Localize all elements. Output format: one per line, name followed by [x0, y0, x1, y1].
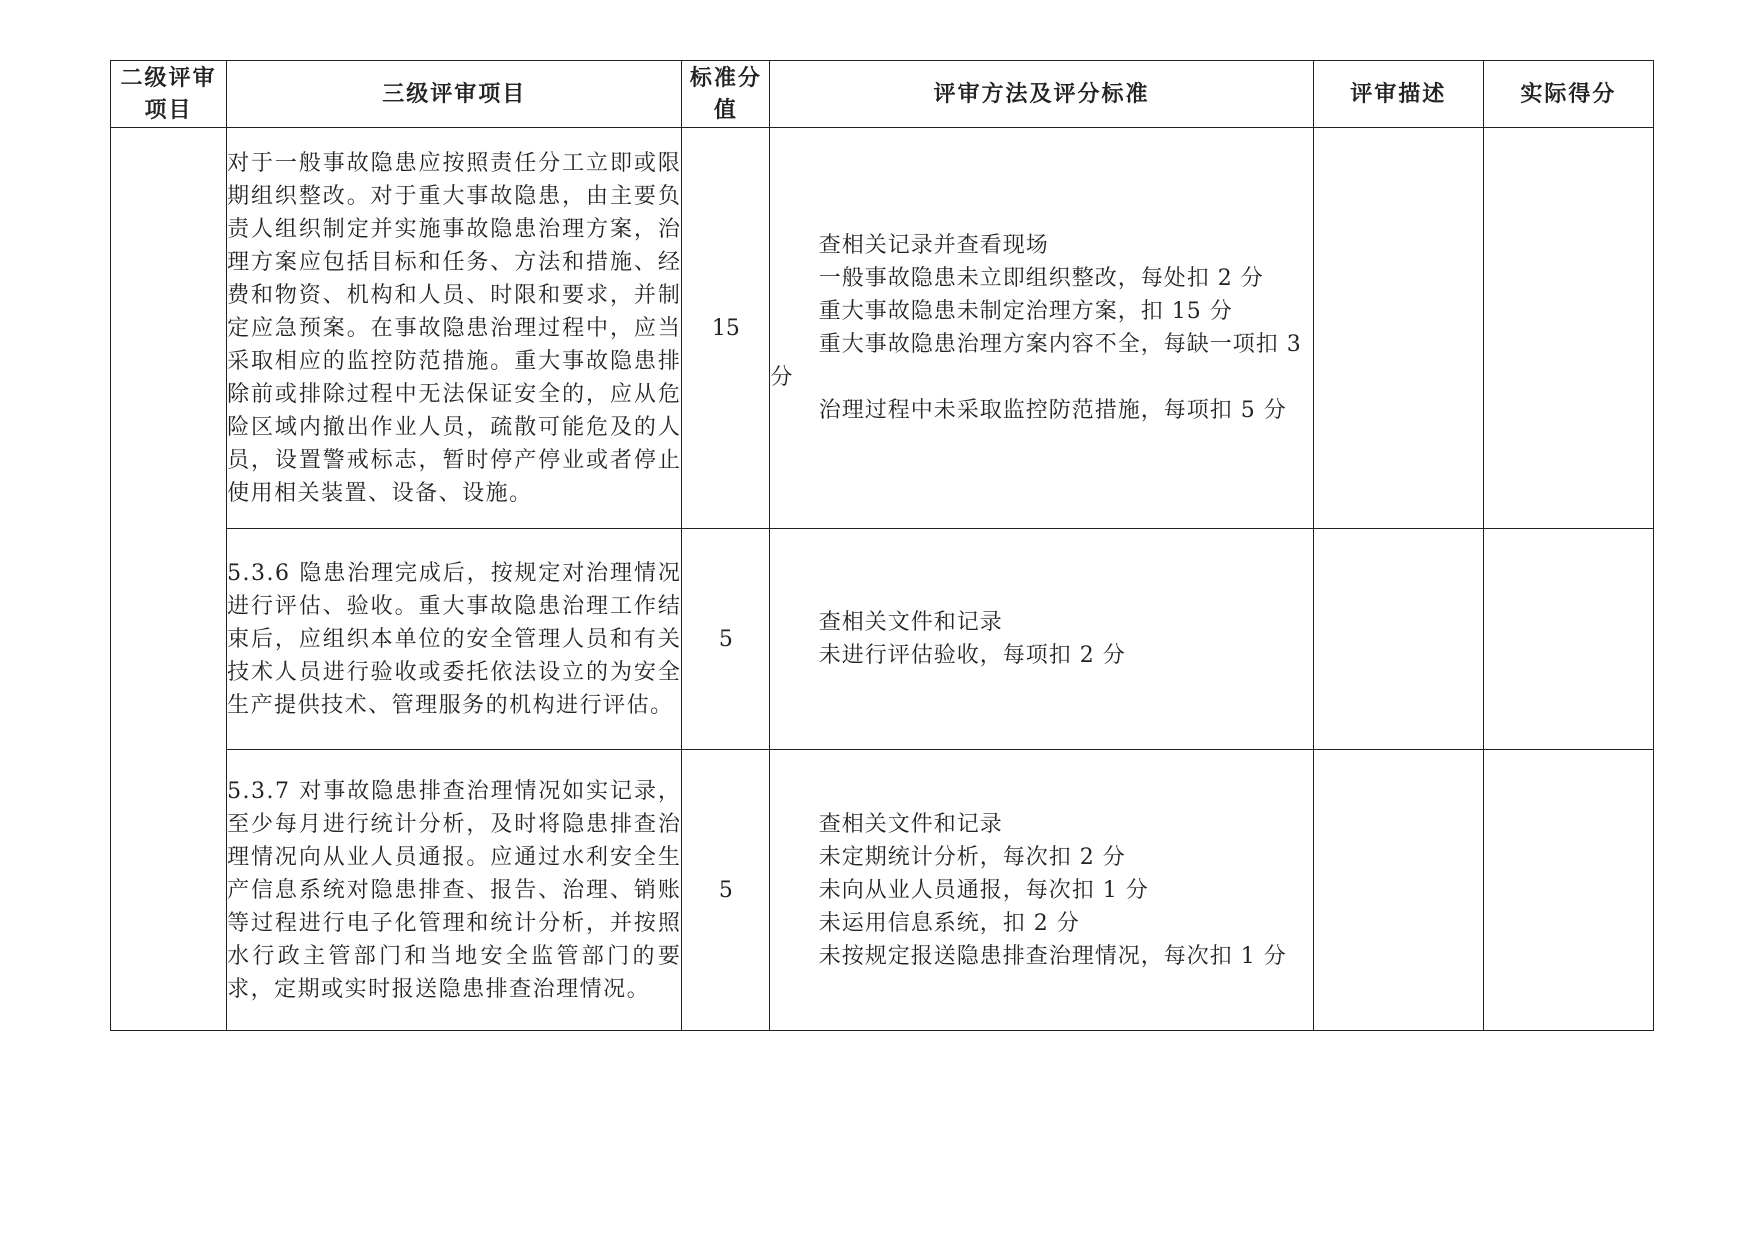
description-cell[interactable] — [1313, 529, 1483, 750]
table-row — [111, 529, 1654, 750]
item-cell: 对于一般事故隐患应按照责任分工立即或限期组织整改。对于重大事故隐患，由主要负责人组织制定并实施事故隐患治理方案，治理方案应包括目标和任务、方法和措施、经费和物资、机构和人员、时限和要求，并制定应急预案。在事故隐患治理过程中，应当采取相应的监控防范措施。重大事故隐患排除前或排除过程中无法保证安全的，应从危险区域内撤出作业人员，疏散可能危及的人员，设置警戒标志，暂时停产停业或者停止使用相关装置、设备、设施。 — [227, 128, 682, 529]
method-line: 未进行评估验收，每项扣 2 分 — [818, 643, 1126, 668]
header-row — [111, 61, 1654, 128]
header-actual-score: 实际得分 — [1483, 61, 1653, 128]
item-cell: 5.3.7 对事故隐患排查治理情况如实记录，至少每月进行统计分析，及时将隐患排查治理情况向从业人员通报。应通过水利安全生产信息系统对隐患排查、报告、治理、销账等过程进行电子化管理和统计分析，并按照水行政主管部门和当地安全监管部门的要求，定期或实时报送隐患排查治理情况。 — [227, 750, 682, 1031]
item-cell: 5.3.6 隐患治理完成后，按规定对治理情况进行评估、验收。重大事故隐患治理工作结束后，应组织本单位的安全管理人员和有关技术人员进行验收或委托依法设立的为安全生产提供技术、管理服务的机构进行评估。 — [227, 529, 682, 750]
review-table — [110, 60, 1654, 1031]
level2-cell — [111, 128, 227, 1031]
method-line: 查相关文件和记录 — [818, 811, 1003, 837]
header-method: 评审方法及评分标准 — [770, 61, 1313, 128]
header-level2: 二级评审项目 — [111, 61, 227, 128]
table-row — [111, 750, 1654, 1031]
method-cell — [770, 529, 1313, 750]
method-line: 未按规定报送隐患排查治理情况，每次扣 1 分 — [818, 943, 1287, 969]
actual-score-cell[interactable] — [1483, 128, 1653, 529]
description-cell[interactable] — [1313, 750, 1483, 1031]
header-description: 评审描述 — [1313, 61, 1483, 128]
method-line: 一般事故隐患未立即组织整改，每处扣 2 分 — [818, 266, 1264, 291]
method-line: 未运用信息系统，扣 2 分 — [818, 910, 1080, 936]
score-cell: 5 — [682, 750, 770, 1031]
table-row — [111, 128, 1654, 529]
method-line: 查相关文件和记录 — [818, 610, 1003, 635]
actual-score-cell[interactable] — [1483, 529, 1653, 750]
method-line: 未向从业人员通报，每次扣 1 分 — [818, 877, 1149, 903]
method-line: 查相关记录并查看现场 — [818, 233, 1049, 258]
header-standard-score: 标准分值 — [682, 61, 770, 128]
actual-score-cell[interactable] — [1483, 750, 1653, 1031]
method-line: 未定期统计分析，每次扣 2 分 — [818, 844, 1126, 870]
score-cell: 15 — [682, 128, 770, 529]
score-cell: 5 — [682, 529, 770, 750]
method-line: 重大事故隐患治理方案内容不全，每缺一项扣 3 分 — [770, 332, 1302, 390]
header-level3: 三级评审项目 — [227, 61, 682, 128]
method-line: 重大事故隐患未制定治理方案，扣 15 分 — [818, 299, 1233, 324]
method-line: 治理过程中未采取监控防范措施，每项扣 5 分 — [818, 398, 1287, 423]
method-cell — [770, 750, 1313, 1031]
method-cell — [770, 128, 1313, 529]
description-cell[interactable] — [1313, 128, 1483, 529]
